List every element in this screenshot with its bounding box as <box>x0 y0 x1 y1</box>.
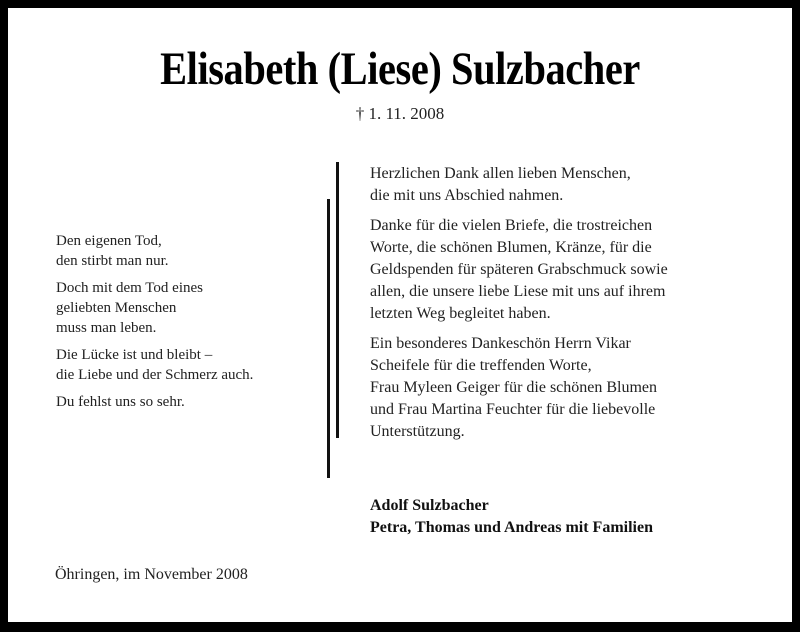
thanks-line: Geldspenden für späteren Grabschmuck sowie <box>370 261 668 278</box>
poem-line: Doch mit dem Tod eines <box>56 280 203 296</box>
signoff-block <box>370 495 770 539</box>
poem-line: Du fehlst uns so sehr. <box>56 394 185 410</box>
thanks-line: Frau Myleen Geiger für die schönen Blumen <box>370 379 658 396</box>
thanks-line: Ein besonderes Dankeschön Herrn Vikar <box>370 335 631 352</box>
thanks-line: Unterstützung. <box>370 423 465 440</box>
poem-stanza <box>56 345 316 385</box>
thanks-block <box>370 163 770 451</box>
divider-line-left <box>327 199 330 478</box>
poem-line: Die Lücke ist und bleibt – <box>56 347 213 363</box>
poem-line: muss man leben. <box>56 320 157 336</box>
poem-line: Den eigenen Tod, <box>56 233 162 249</box>
thanks-paragraph <box>370 333 770 443</box>
poem-line: geliebten Menschen <box>56 300 177 316</box>
death-date: † 1. 11. 2008 <box>355 104 445 123</box>
thanks-line: die mit uns Abschied nahmen. <box>370 187 564 204</box>
poem-block <box>56 231 316 419</box>
poem-line: die Liebe und der Schmerz auch. <box>56 367 254 383</box>
poem-stanza <box>56 392 316 412</box>
thanks-line: Scheifele für die treffenden Worte, <box>370 357 592 374</box>
thanks-paragraph <box>370 215 770 325</box>
divider-line-right <box>336 162 339 438</box>
thanks-line: Worte, die schönen Blumen, Kränze, für die <box>370 239 652 256</box>
poem-stanza <box>56 278 316 338</box>
thanks-line: allen, die unsere liebe Liese mit uns auf ihrem <box>370 283 666 300</box>
thanks-line: letzten Weg begleitet haben. <box>370 305 551 322</box>
deceased-name-title: Elisabeth (Liese) Sulzbacher <box>160 43 640 95</box>
thanks-paragraph <box>370 163 770 207</box>
signoff-line: Petra, Thomas und Andreas mit Familien <box>370 519 653 536</box>
poem-line: den stirbt man nur. <box>56 253 169 269</box>
thanks-line: und Frau Martina Feuchter für die liebevolle <box>370 401 656 418</box>
place-and-date: Öhringen, im November 2008 <box>55 566 248 583</box>
signoff-line: Adolf Sulzbacher <box>370 497 489 514</box>
thanks-line: Herzlichen Dank allen lieben Menschen, <box>370 165 631 182</box>
poem-stanza <box>56 231 316 271</box>
thanks-line: Danke für die vielen Briefe, die trostreichen <box>370 217 653 234</box>
